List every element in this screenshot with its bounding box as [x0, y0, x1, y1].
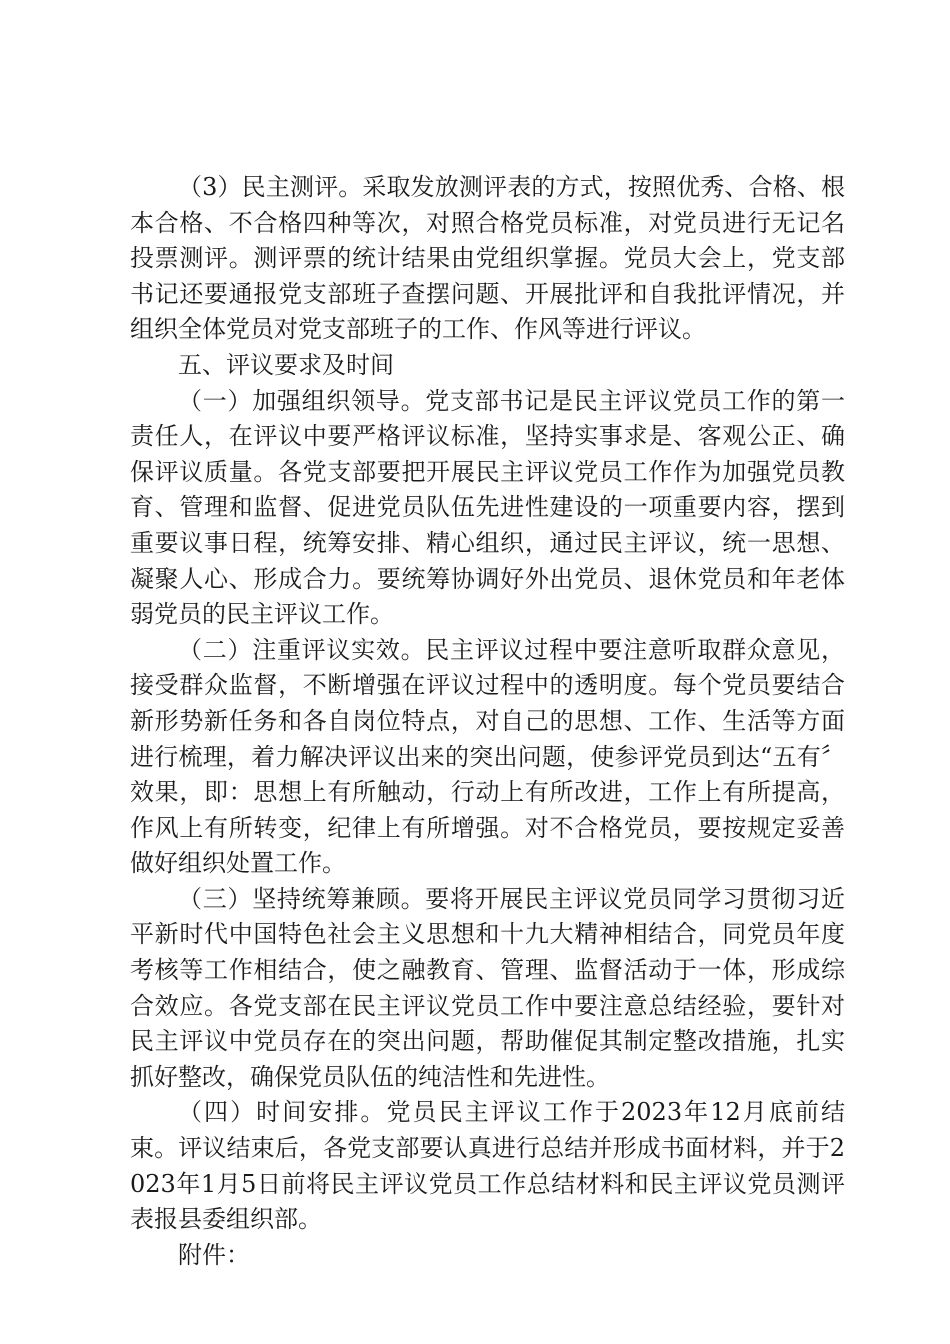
- paragraph-democratic-evaluation: （3）民主测评。采取发放测评表的方式，按照优秀、合格、根本合格、不合格四种等次，对照合格党员标准，对党员进行无记名投票测评。测评票的统计结果由党组织掌握。党员大会上，党支部书记还要通报党支部班子查摆问题、开展批评和自我批评情况，并组织全体党员对党支部班子的工作、作风等进行评议。: [130, 173, 845, 344]
- paragraph-organization-leadership: （一）加强组织领导。党支部书记是民主评议党员工作的第一责任人，在评议中要严格评议标准，坚持实事求是、客观公正、确保评议质量。各党支部要把开展民主评议党员工作作为加强党员教育、管理和监督、促进党员队伍先进性建设的一项重要内容，摆到重要议事日程，统筹安排、精心组织，通过民主评议，统一思想、凝聚人心、形成合力。要统筹协调好外出党员、退休党员和年老体弱党员的民主评议工作。: [130, 386, 845, 629]
- document-page: [130, 170, 845, 1273]
- paragraph-overall-planning: （三）坚持统筹兼顾。要将开展民主评议党员同学习贯彻习近平新时代中国特色社会主义思想和十九大精神相结合，同党员年度考核等工作相结合，使之融教育、管理、监督活动于一体，形成综合效应。各党支部在民主评议党员工作中要注意总结经验，要针对民主评议中党员存在的突出问题，帮助催促其制定整改措施，扎实抓好整改，确保党员队伍的纯洁性和先进性。: [130, 884, 845, 1091]
- paragraph-evaluation-effectiveness: （二）注重评议实效。民主评议过程中要注意听取群众意见，接受群众监督，不断增强在评议过程中的透明度。每个党员要结合新形势新任务和各自岗位特点，对自己的思想、工作、生活等方面进行梳理，着力解决评议出来的突出问题，使参评党员到达“五有〞效果，即：思想上有所触动，行动上有所改进，工作上有所提高，作风上有所转变，纪律上有所增强。对不合格党员，要按规定妥善做好组织处置工作。: [130, 635, 845, 878]
- attachment-label: 附件：: [178, 1240, 250, 1269]
- paragraph-schedule: （四）时间安排。党员民主评议工作于2023年12月底前结束。评议结束后，各党支部要认真进行总结并形成书面材料，并于2023年1月5日前将民主评议党员工作总结材料和民主评议党员测评表报县委组织部。: [130, 1098, 845, 1234]
- section-heading-requirements: 五、评议要求及时间: [178, 350, 394, 379]
